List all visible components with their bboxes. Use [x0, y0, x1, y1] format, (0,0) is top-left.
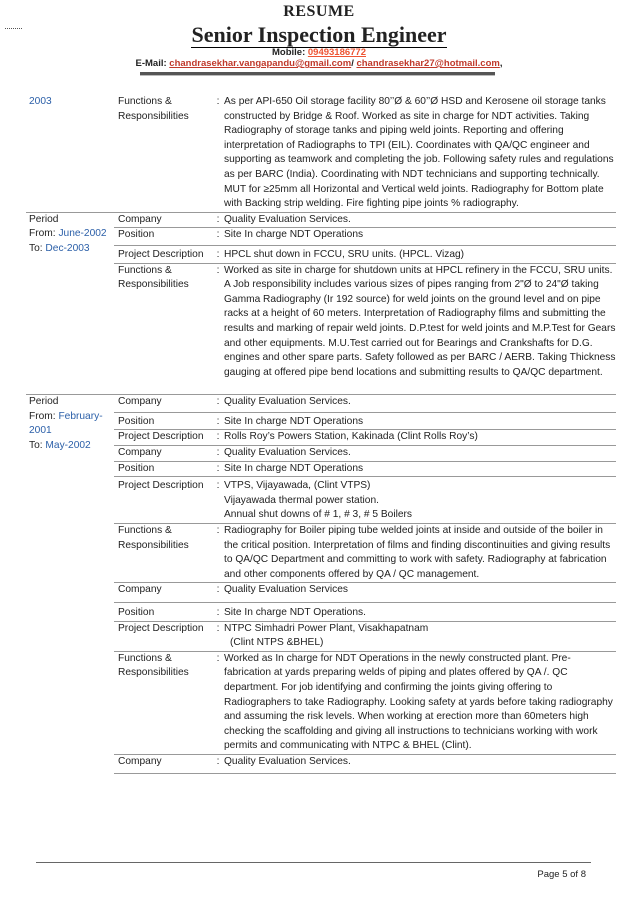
table-row: Project Description : HPCL shut down in FCCU, SRU units. (HPCL. Vizag) [114, 245, 616, 263]
email-link-hotmail[interactable]: chandrasekhar27@hotmail.com [356, 58, 500, 69]
field-label: Company [118, 584, 162, 596]
field-label: Project Description [118, 248, 204, 260]
table-row: Position : Site In charge NDT Operations [114, 412, 616, 430]
period-cell: Period From: February-2001 To: May-2002 [29, 396, 103, 452]
field-label: Company [118, 396, 162, 408]
period-from: February-2001 [29, 410, 103, 437]
period-to: May-2002 [45, 440, 91, 452]
period-from: June-2002 [58, 228, 107, 240]
table-row: Functions & Responsibilities : Worked as In charge for NDT Operations in the newly constructed plant. Pre-fabrication at yards preparing welds of piping and plates offered by QA /. QC department. For job identifying and confirming the joints giving offering to Radiographers to take Radiography. Looking safety at yards before taking radiography and assuming the risk levels. When working at erection more than 60meters high checking the scaffolding and giving all instructions to technicians working with work permits and communicating with NTPC & BHEL (Clint). [114, 651, 616, 754]
table-row: Position : Site In charge NDT Operations [114, 461, 616, 477]
page-number: Page 5 of 8 [537, 869, 586, 880]
field-value: VTPS, Vijayawada, (Clint VTPS) Vijayawada thermal power station. Annual shut downs of # 1, # 3, # 5 Boilers [224, 480, 413, 521]
table-row [26, 212, 616, 381]
table-row: Project Description : VTPS, Vijayawada, (Clint VTPS) Vijayawada thermal power station. Annual shut downs of # 1, # 3, # 5 Boilers [114, 476, 616, 523]
table-row: Company : Quality Evaluation Services [114, 582, 616, 602]
table-row: Company : Quality Evaluation Services. [114, 754, 616, 774]
field-value: HPCL shut down in FCCU, SRU units. (HPCL. Vizag) [224, 248, 465, 260]
email-link-gmail[interactable]: chandrasekhar.vangapandu@gmail.com [169, 58, 352, 69]
table-row: Project Description : Rolls Roy’s Powers Station, Kakinada (Clint Rolls Roy’s) [114, 429, 616, 445]
field-label: Project Description [118, 431, 204, 443]
table-row: Position : Site In charge NDT Operations. [114, 602, 616, 621]
table-row: Functions & Responsibilities : Radiography for Boiler piping tube welded joints at inside and outside of the boiler in the critical position. Interpretation of films and finding discontinuities and giving results to QA/QC Department and committing to work with safety. Radiography at fabrication and other components offered by QA / QC management. [114, 523, 616, 582]
job-title: Senior Inspection Engineer [191, 22, 447, 47]
field-value: NTPC Simhadri Power Plant, Visakhapatnam (Clint NTPS &BHEL) [224, 622, 429, 649]
field-label: Position [118, 229, 155, 241]
footer-divider [36, 862, 591, 863]
field-value: Worked as site in charge for shutdown units at HPCL refinery in the FCCU, SRU units. A Job responsibility includes various sizes of pipes ranging from 2"Ø to 24"Ø taking Gamma Radiography (Ir 192 source) for weld joints on the ground level and on pipe racks at a height of 60 meters. Interpretation of Radiography films and submitting the results and marking of repair weld joints. D.P.test for weld joints and M.P.Test for Gears and other equipments. M.U.Test carried out for Bearings and Crankshafts for D.G. engines and other spare parts. Safety followed as per BARC / AERB. Taking Thickness gauging at offered pipe bend locations and submitting results to QA/QC department. [224, 264, 616, 378]
period-to: Dec-2003 [45, 242, 90, 254]
field-label: Functions & Responsibilities [118, 96, 189, 122]
field-value: Rolls Roy’s Powers Station, Kakinada (Clint Rolls Roy’s) [224, 431, 478, 443]
table-row: Functions & Responsibilities : Worked as site in charge for shutdown units at HPCL refinery in the FCCU, SRU units. A Job responsibility includes various sizes of pipes ranging from 2"Ø to 24"Ø taking Gamma Radiography (Ir 192 source) for weld joints on the ground level and on pipe racks at a height of 60 meters. Interpretation of Radiography films and submitting the results and marking of repair weld joints. D.P.test for weld joints and M.P.Test for Gears and other equipments. M.U.Test carried out for Bearings and Crankshafts for D.G. engines and other spare parts. Safety followed as per BARC / AERB. Taking Thickness gauging at offered pipe bend locations and submitting results to QA/QC department. [114, 263, 616, 381]
table-row: Company : Quality Evaluation Services. [114, 213, 616, 228]
table-row: Company : Quality Evaluation Services. [114, 445, 616, 461]
field-value: Quality Evaluation Services [224, 584, 349, 596]
field-label: Project Description [118, 480, 204, 492]
field-value: Quality Evaluation Services. [224, 755, 351, 767]
field-label: Functions & Responsibilities [118, 525, 189, 551]
mobile-link[interactable]: 09493186772 [307, 47, 366, 58]
table-row: 2003 Functions & Responsibilities : As per API-650 Oil storage facility 80’’Ø & 60’’Ø HSD and Kerosene oil storage tanks constructed by Bridge & Roof. Worked as site in charge for NDT activities. Taking Radiography of storage tanks and piping weld joints. Reporting and offering interpretation of Radiographs to TPI (EIL). Coordinates with QA/QC engineer and supporting as teamwork and completing the job. Following safety rules and regulations as per BARC (India). Coordinating with NDT technicians and supporting technically. MUT for ≥25mm all Horizontal and Vertical weld joints. Radiography for Bottom plate with Backing strip welding. Fire fighting pipe joints % radiography. [26, 95, 616, 212]
table-row: Project Description : NTPC Simhadri Power Plant, Visakhapatnam (Clint NTPS &BHEL) [114, 621, 616, 651]
field-label: Company [118, 213, 162, 225]
table-row: Company : Quality Evaluation Services. [114, 395, 616, 412]
field-value: Site In charge NDT Operations [224, 229, 364, 241]
field-label: Position [118, 607, 155, 618]
field-label: Position [118, 415, 155, 427]
email-line: E-Mail: chandrasekhar.vangapandu@gmail.com/ chandrasekhar27@hotmail.com, [135, 58, 503, 69]
field-label: Project Description [118, 622, 204, 634]
field-label: Position [118, 462, 155, 474]
field-value: Radiography for Boiler piping tube welded joints at inside and outside of the boiler in the critical position. Interpretation of films and finding discontinuities and giving results to QA/QC Department and committing to work with safety. Radiography at fabrication and other components offered by QA / QC management. [224, 525, 611, 580]
field-label: Company [118, 755, 162, 767]
table-row: Position : Site In charge NDT Operations [114, 227, 616, 245]
field-label: Functions & Responsibilities [118, 264, 189, 291]
field-value: Site In charge NDT Operations [224, 462, 364, 474]
header-divider [140, 72, 495, 75]
field-value: Site In charge NDT Operations. [224, 607, 366, 618]
field-value: As per API-650 Oil storage facility 80’’Ø & 60’’Ø HSD and Kerosene oil storage tanks constructed by Bridge & Roof. Worked as site in charge for NDT activities. Taking Radiography of storage tanks and piping weld joints. Reporting and offering interpretation of Radiographs to TPI (EIL). Coordinates with QA/QC engineer and supporting as teamwork and completing the job. Following safety rules and regulations as per BARC (India). Coordinating with NDT technicians and supporting technically. MUT for ≥25mm all Horizontal and Vertical weld joints. Radiography for Bottom plate with Backing strip welding. Fire fighting pipe joints % radiography. [224, 96, 614, 210]
experience-table [26, 95, 616, 774]
field-label: Functions & Responsibilities [118, 652, 189, 679]
field-value: Quality Evaluation Services. [224, 213, 351, 225]
field-value: Site In charge NDT Operations [224, 415, 364, 427]
field-value: Quality Evaluation Services. [224, 447, 351, 459]
year-cell: 2003 [29, 96, 52, 107]
period-cell: Period From: June-2002 To: Dec-2003 [29, 213, 107, 254]
table-row [26, 394, 616, 773]
field-value: Quality Evaluation Services. [224, 396, 351, 408]
field-value: Worked as In charge for NDT Operations in the newly constructed plant. Pre-fabrication at yards preparing welds of piping and plates offered by QA /. QC department. For job identifying and confirming the joints giving offering to Radiographers to take Radiography. Looking safety at yards before taking radiography and assuming the risk levels. When working at erection more than 60meters high checking the scaffolding and giving all instructions to technicians working with work permits and communicating with NTPC & BHEL (Clint). [224, 652, 613, 752]
field-label: Company [118, 447, 162, 459]
mobile-line: Mobile: 09493186772 [271, 47, 366, 58]
resume-heading: RESUME [283, 3, 355, 20]
